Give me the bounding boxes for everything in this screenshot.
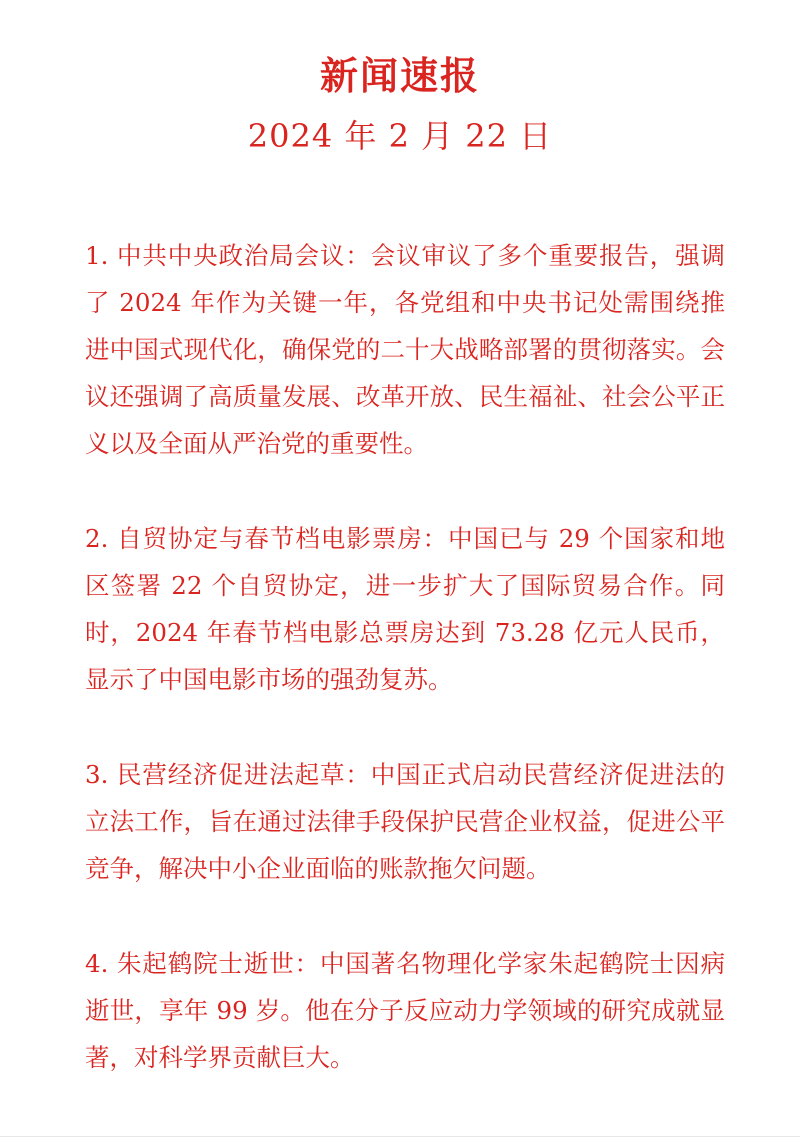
news-item-2: 2. 自贸协定与春节档电影票房：中国已与 29 个国家和地区签署 22 个自贸协定，进一步扩大了国际贸易合作。同时，2024 年春节档电影总票房达到 73.28 亿元人民币，显示了中国电影市场的强劲复苏。 [85, 524, 725, 694]
news-list [85, 232, 725, 1081]
news-item-1: 1. 中共中央政治局会议：会议审议了多个重要报告，强调了 2024 年作为关键一年，各党组和中央书记处需围绕推进中国式现代化，确保党的二十大战略部署的贯彻落实。会议还强调了高质量发展、改革开放、民生福祉、社会公平正义以及全面从严治党的重要性。 [85, 241, 725, 458]
page-title: 新闻速报 [319, 54, 480, 98]
news-item-4: 4. 朱起鹤院士逝世：中国著名物理化学家朱起鹤院士因病逝世，享年 99 岁。他在分子反应动力学领域的研究成就显著，对科学界贡献巨大。 [85, 949, 725, 1072]
publish-date: 2024 年 2 月 22 日 [247, 117, 553, 155]
news-item-3: 3. 民营经济促进法起草：中国正式启动民营经济促进法的立法工作，旨在通过法律手段保护民营企业权益，促进公平竞争，解决中小企业面临的账款拖欠问题。 [85, 760, 725, 883]
bottom-divider [0, 1136, 800, 1137]
